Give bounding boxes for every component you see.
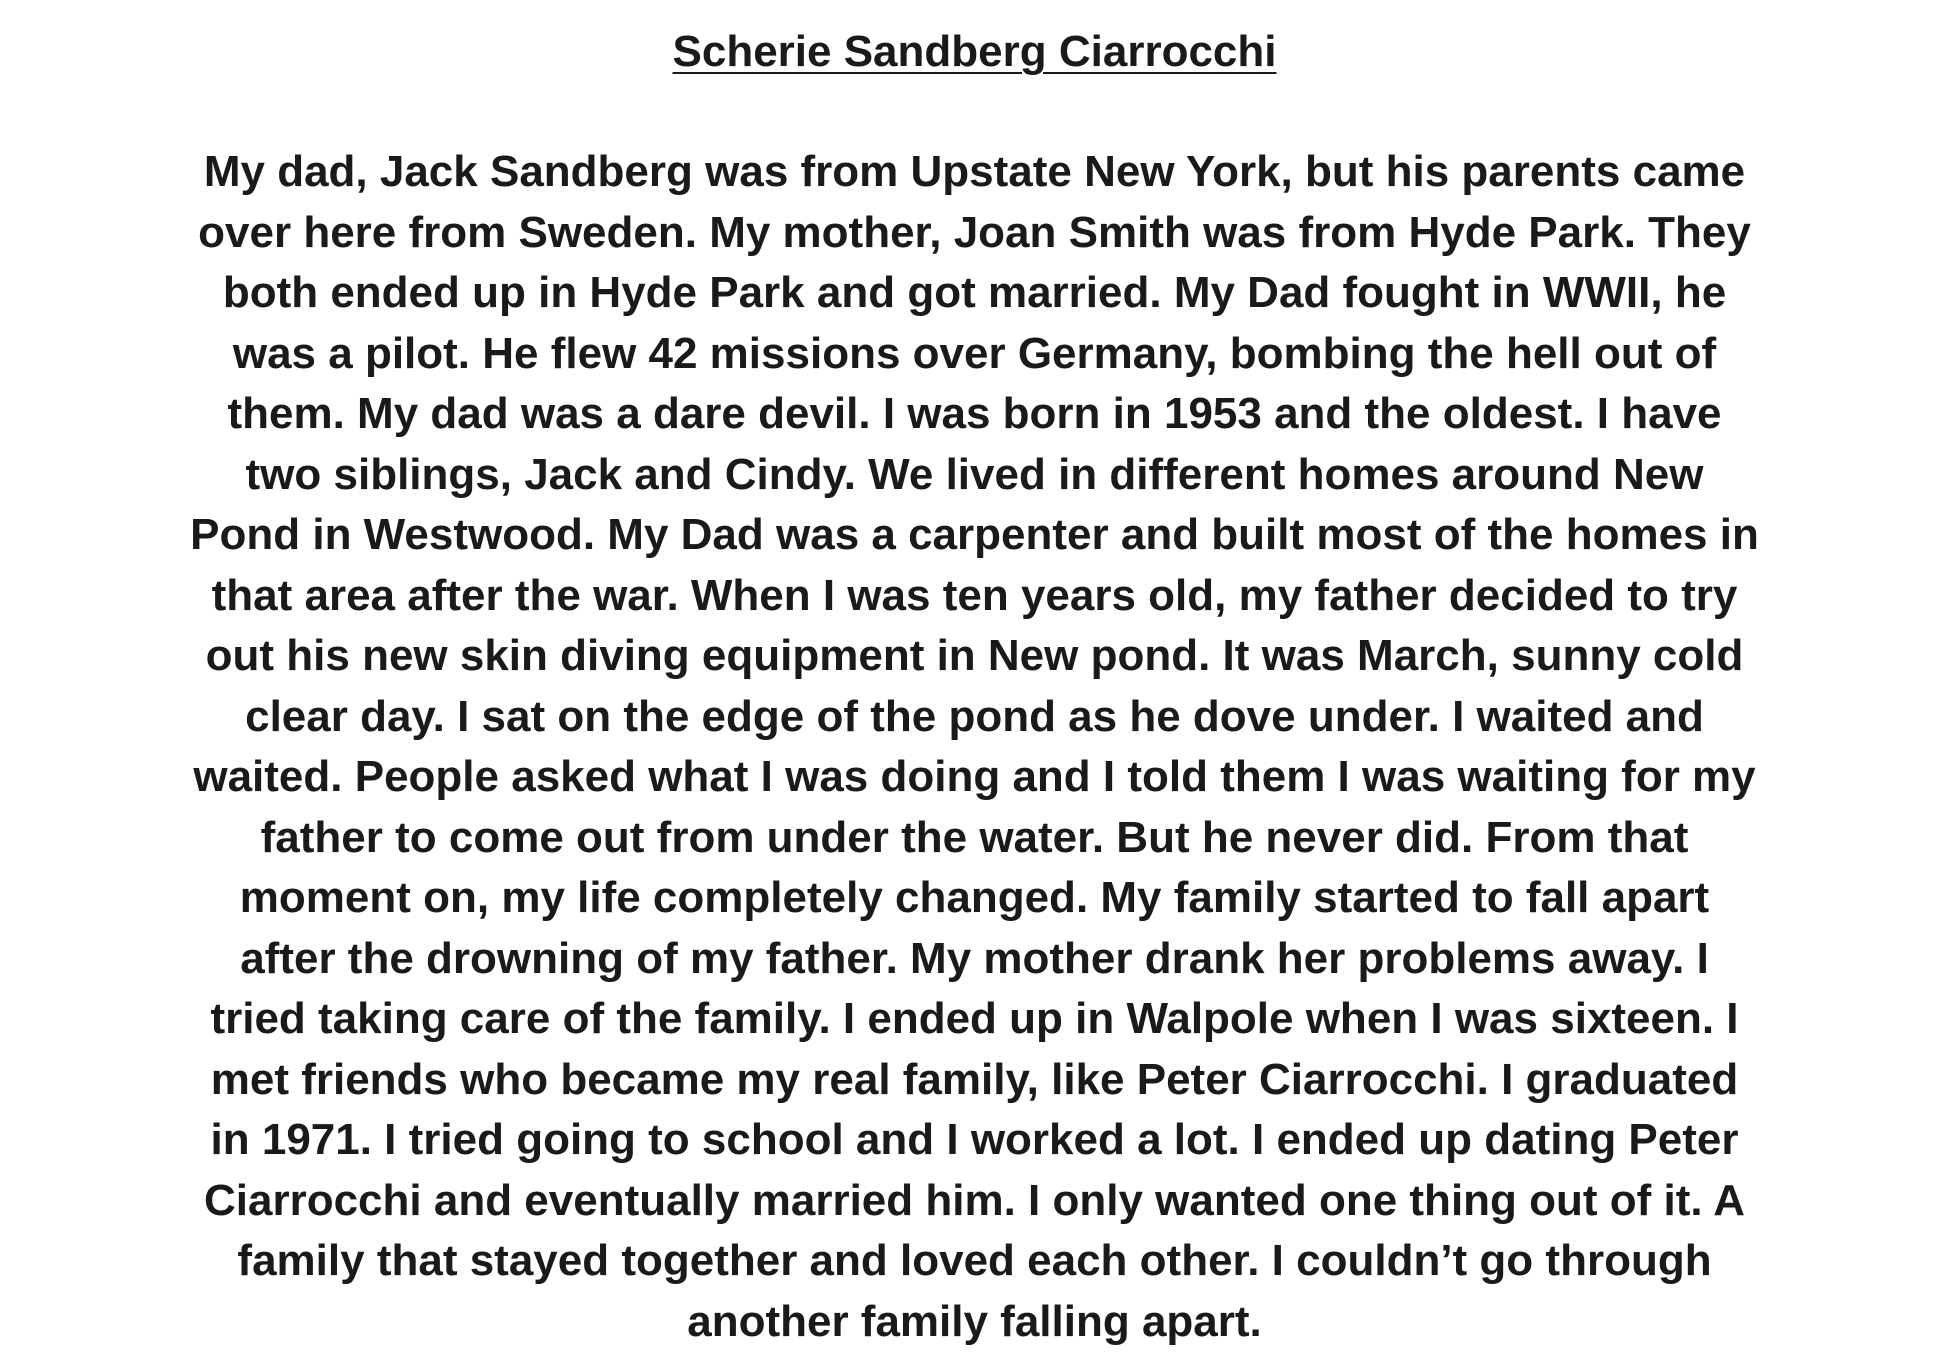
text-line: that area after the war. When I was ten years old, my father decided to try [211,570,1738,620]
text-line: was a pilot. He flew 42 missions over Germany, bombing the hell out of [232,328,1717,378]
text-line: father to come out from under the water. But he never did. From that [260,812,1689,862]
text-line: waited. People asked what I was doing and I told them I was waiting for my [193,752,1756,801]
text-line: in 1971. I tried going to school and I worked a lot. I ended up dating Peter [210,1115,1739,1164]
document-title-text: Scherie Sandberg Ciarrocchi [672,27,1277,76]
document-title [0,24,1949,80]
text-line: after the drowning of my father. My mother drank her problems away. I [240,933,1709,983]
text-line: tried taking care of the family. I ended up in Walpole when I was sixteen. I [210,994,1739,1043]
text-line: over here from Sweden. My mother, Joan Smith was from Hyde Park. They [198,207,1751,257]
text-line: Ciarrocchi and eventually married him. I only wanted one thing out of it. A [203,1175,1745,1225]
text-line: two siblings, Jack and Cindy. We lived in different homes around New [245,449,1704,499]
text-line: Pond in Westwood. My Dad was a carpenter and built most of the homes in [190,510,1759,559]
text-line: out his new skin diving equipment in New pond. It was March, sunny cold [205,631,1744,680]
text-line: moment on, my life completely changed. My family started to fall apart [239,873,1710,922]
text-line: clear day. I sat on the edge of the pond as he dove under. I waited and [245,691,1704,741]
text-line: My dad, Jack Sandberg was from Upstate New York, but his parents came [203,147,1746,196]
text-line: them. My dad was a dare devil. I was born in 1953 and the oldest. I have [227,389,1722,438]
story-paragraph [64,142,1885,1352]
text-line: family that stayed together and loved each other. I couldn’t go through [237,1236,1712,1285]
text-line: met friends who became my real family, like Peter Ciarrocchi. I graduated [210,1054,1739,1104]
text-line: another family falling apart. [687,1296,1262,1346]
text-line: both ended up in Hyde Park and got married. My Dad fought in WWII, he [222,268,1727,317]
